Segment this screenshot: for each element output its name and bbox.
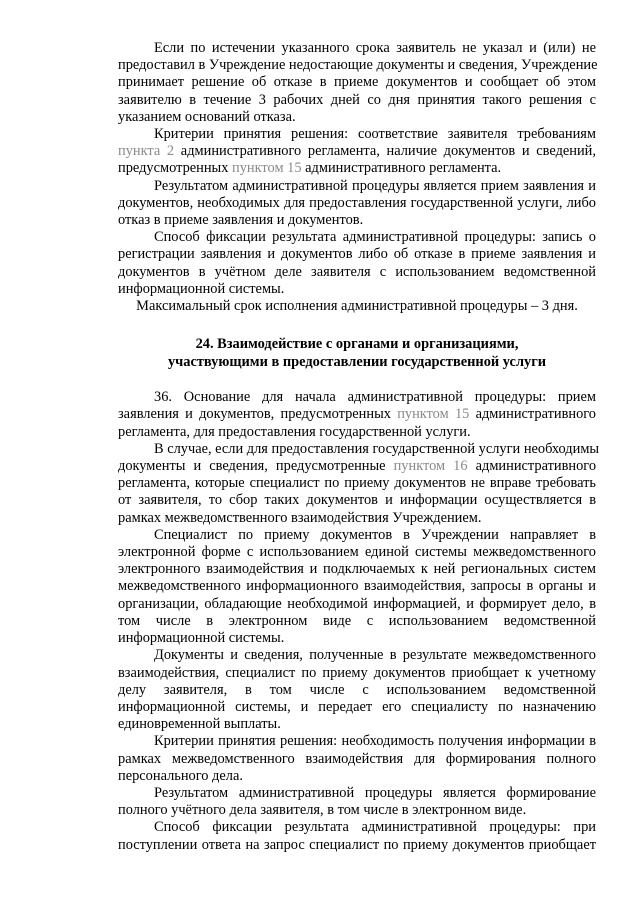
paragraph-specialist [118, 527, 596, 647]
text-line: Специалист по приему документов в Учреждении направляет в [154, 526, 596, 543]
text-line: Способ фиксации результата административной процедуры: при [154, 819, 596, 836]
text-line: межведомственного информационного взаимодействия, запросы в органы и [118, 578, 596, 595]
text-line: информационной системы, и передает его специалисту по назначению [118, 698, 596, 715]
text-line: Результатом административной процедуры является прием заявления и [154, 177, 596, 194]
text-line: организации, обладающие необходимой информацией, и формирует дело, в [118, 595, 596, 612]
text-line: регистрации заявления и документов либо об отказе в приеме заявления и [118, 246, 596, 263]
text-line: от заявителя, то сбор таких документов и информации осуществляется в [118, 492, 596, 509]
text-line: рамках межведомственного взаимодействия Учреждением. [118, 509, 482, 526]
text-line: Результатом административной процедуры является формирование [154, 784, 596, 801]
text-line: предоставил в Учреждение недостающие документы и сведения, Учреждение [118, 57, 598, 74]
text-line: том числе в электронном виде с использованием ведомственной [118, 612, 596, 629]
paragraph-criteria [118, 126, 596, 178]
paragraph-fixation-2 [118, 819, 596, 853]
text-line: Максимальный срок исполнения административной процедуры – 3 дня. [136, 298, 578, 315]
text-line: рамках межведомственного взаимодействия для формирования полного [118, 750, 596, 767]
text-line: регламента, которые специалист по приему документов не вправе требовать [118, 475, 596, 492]
paragraph-documents [118, 647, 596, 733]
top-section [118, 40, 596, 315]
text-line: Способ фиксации результата административной процедуры: запись о [154, 229, 596, 246]
reference-link: пунктом 16 [393, 458, 468, 475]
text-line: 36. Основание для начала административной процедуры: прием [154, 389, 596, 406]
heading-line-2: участвующими в предоставлении государственной услуги [167, 354, 547, 371]
text-line: документов в учётном деле заявителя с использованием ведомственной [118, 263, 596, 280]
text-line: регламента, для предоставления государственной услуги. [118, 423, 471, 440]
text-line: предусмотренных пунктом 15 административного регламента. [118, 160, 502, 177]
text-line: Если по истечении указанного срока заявитель не указал и (или) не [154, 40, 596, 56]
reference-link: пунктом 15 [397, 406, 470, 423]
text-line: поступлении ответа на запрос специалист по приему документов приобщает [118, 836, 596, 853]
paragraph-criteria-2 [118, 733, 596, 785]
reference-link: пункта 2 [118, 143, 175, 160]
text-line: электронного взаимодействия и подключаемых к ней региональных систем [118, 561, 596, 578]
paragraph-basis [118, 389, 596, 441]
text-line: В случае, если для предоставления государственной услуги необходимы [154, 440, 600, 457]
text-line: заявителю в течение 3 рабочих дней со дня принятия такого решения с [118, 91, 596, 108]
text-line: принимает решение об отказе в приеме документов и сообщает об этом [118, 74, 596, 91]
text-line: указанием оснований отказа. [118, 108, 296, 125]
text-line: делу заявителя, в том числе с использованием ведомственной [118, 681, 596, 698]
paragraph-max-term [118, 298, 596, 315]
text-line: пункта 2 административного регламента, наличие документов и сведений, [118, 143, 596, 160]
paragraph-case [118, 440, 600, 527]
text-line: заявления и документов, предусмотренных пунктом 15 административного [118, 406, 597, 423]
text-line: информационной системы. [118, 630, 285, 647]
reference-link: пунктом 15 [232, 160, 302, 177]
heading-line-1: 24. Взаимодействие с органами и организациями, [195, 336, 519, 353]
document-page [118, 40, 600, 854]
text-line: Документы и сведения, полученные в результате межведомственного [154, 647, 596, 664]
text-line: Критерии принятия решения: соответствие заявителя требованиям [154, 126, 596, 143]
text-line: информационной системы. [118, 280, 285, 297]
text-line: взаимодействия, специалист по приему документов приобщает к учетному [118, 664, 596, 681]
text-line: отказ в приеме заявления и документов. [118, 212, 364, 229]
text-line: персонального дела. [118, 767, 243, 784]
text-line: полного учётного дела заявителя, в том числе в электронном виде. [118, 802, 527, 819]
text-line: Критерии принятия решения: необходимость получения информации в [154, 733, 596, 750]
paragraph-result [118, 178, 596, 230]
paragraph-fixation [118, 229, 596, 298]
paragraph-refusal [118, 40, 596, 126]
text-line: документов, необходимых для предоставления государственной услуги, либо [118, 194, 596, 211]
text-line: единовременной выплаты. [118, 716, 281, 733]
paragraph-result-2 [118, 785, 596, 819]
text-line: документы и сведения, предусмотренные пунктом 16 административного [118, 458, 597, 475]
section-heading [118, 335, 596, 371]
text-line: электронной форме с использованием единой системы межведомственного [118, 544, 596, 561]
bottom-section [118, 389, 600, 853]
